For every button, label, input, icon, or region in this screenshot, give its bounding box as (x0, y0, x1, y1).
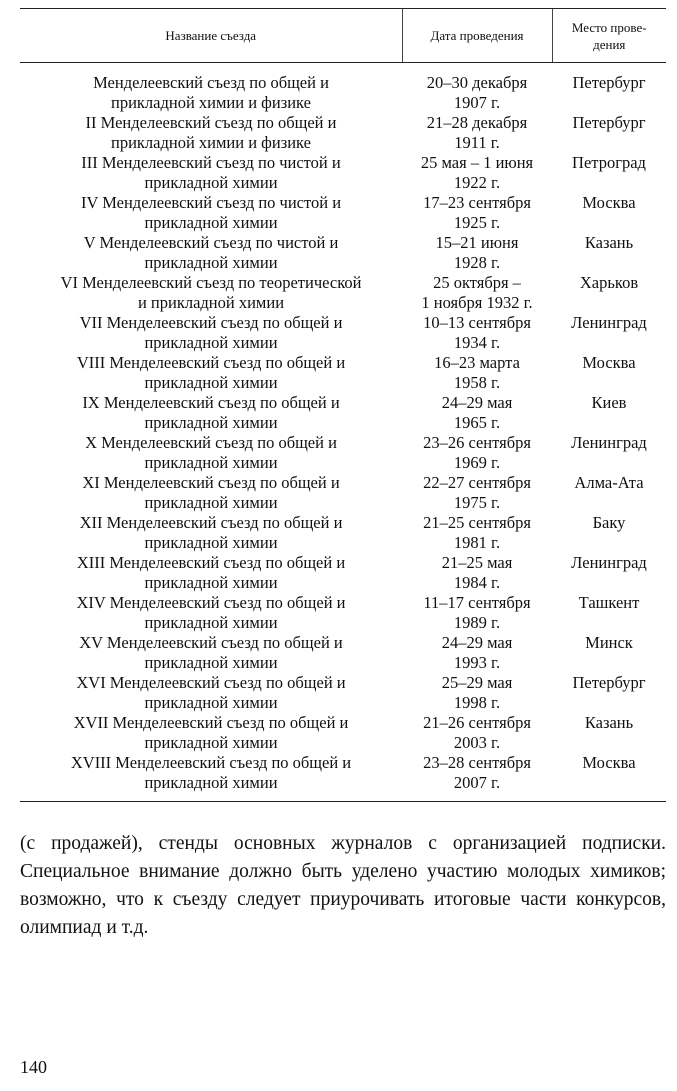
cell-name: XVIII Менделеевский съезд по общей и прикладной химии (20, 753, 402, 802)
cell-place: Москва (582, 193, 636, 212)
cell-name: V Менделеевский съезд по чистой и прикладной химии (83, 233, 339, 272)
cell-place: Петроград (572, 153, 646, 172)
cell-date: 25 октября – 1 ноября 1932 г. (421, 273, 533, 312)
table-row (20, 273, 666, 313)
table-row (20, 353, 666, 393)
cell-date: 23–26 сентября 1969 г. (423, 433, 531, 472)
cell-date: 21–25 сентября 1981 г. (423, 513, 531, 552)
cell-place: Ленинград (571, 433, 647, 452)
cell-date: 25 мая – 1 июня 1922 г. (420, 153, 534, 192)
header-place: Место прове- дения (552, 9, 666, 63)
cell-name: IV Менделеевский съезд по чистой и прикладной химии (80, 193, 342, 232)
table-row (20, 673, 666, 713)
cell-name: X Менделеевский съезд по общей и прикладной химии (85, 433, 337, 472)
header-row (20, 9, 666, 63)
cell-place: Киев (591, 393, 627, 412)
cell-place: Москва (582, 353, 636, 372)
cell-name: XVI Менделеевский съезд по общей и прикладной химии (76, 673, 346, 712)
cell-name: XII Менделеевский съезд по общей и прикладной химии (79, 513, 343, 552)
cell-name: XVII Менделеевский съезд по общей и прикладной химии (73, 713, 349, 752)
header-date: Дата проведения (402, 9, 552, 63)
cell-date: 16–23 марта 1958 г. (434, 353, 520, 392)
cell-name: III Менделеевский съезд по чистой и прикладной химии (81, 153, 341, 192)
cell-date: 15–21 июня 1928 г. (435, 233, 519, 272)
table-row (20, 513, 666, 553)
cell-name: XIII Менделеевский съезд по общей и прикладной химии (76, 553, 346, 592)
cell-place: Ленинград (571, 553, 647, 572)
table-row (20, 633, 666, 673)
congress-table (20, 8, 666, 802)
cell-date: 23–28 сентября 2007 г. (402, 753, 552, 802)
table-row (20, 473, 666, 513)
table-row (20, 233, 666, 273)
cell-place: Петербург (572, 673, 646, 692)
table-row (20, 553, 666, 593)
header-name: Название съезда (20, 9, 402, 63)
cell-name: XI Менделеевский съезд по общей и прикладной химии (82, 473, 340, 512)
cell-name: XIV Менделеевский съезд по общей и прикладной химии (76, 593, 346, 632)
cell-name: IX Менделеевский съезд по общей и прикладной химии (82, 393, 340, 432)
cell-date: 20–30 декабря 1907 г. (426, 73, 528, 112)
cell-place: Харьков (579, 273, 639, 292)
cell-date: 10–13 сентября 1934 г. (423, 313, 531, 352)
cell-place: Минск (585, 633, 633, 652)
cell-name: II Менделеевский съезд по общей и прикладной химии и физике (85, 113, 337, 152)
cell-name: VI Менделеевский съезд по теоретической и прикладной химии (60, 273, 362, 312)
cell-place: Алма-Ата (574, 473, 644, 492)
cell-place: Петербург (572, 113, 646, 132)
table-row (20, 393, 666, 433)
table-row (20, 153, 666, 193)
cell-place: Ташкент (578, 593, 640, 612)
cell-date: 17–23 сентября 1925 г. (423, 193, 531, 232)
cell-place: Баку (592, 513, 626, 532)
cell-place: Петербург (572, 73, 646, 92)
congress-table-container (20, 8, 666, 802)
table-row (20, 63, 666, 114)
table-row (20, 593, 666, 633)
cell-name: VII Менделеевский съезд по общей и прикладной химии (79, 313, 343, 352)
cell-date: 25–29 мая 1998 г. (441, 673, 513, 712)
cell-name: XV Менделеевский съезд по общей и прикладной химии (79, 633, 343, 672)
cell-place: Москва (552, 753, 666, 802)
cell-place: Казань (584, 713, 634, 732)
cell-name: VIII Менделеевский съезд по общей и прикладной химии (76, 353, 346, 392)
table-row (20, 193, 666, 233)
body-paragraph: (с продажей), стенды основных журналов с организацией подписки. Специальное внимание должно быть уделено участию молодых химиков; возможно, что к съезду следует приурочивать итоговые части конкурсов, олимпиад и т.д. (20, 833, 666, 938)
cell-date: 21–25 мая 1984 г. (441, 553, 513, 592)
table-header (20, 9, 666, 63)
cell-date: 21–26 сентября 2003 г. (423, 713, 531, 752)
table-row (20, 433, 666, 473)
cell-date: 24–29 мая 1993 г. (441, 633, 513, 672)
cell-date: 11–17 сентября 1989 г. (423, 593, 531, 632)
table-row (20, 313, 666, 353)
table-row (20, 753, 666, 802)
table-row (20, 113, 666, 153)
cell-place: Ленинград (571, 313, 647, 332)
page-number: 140 (20, 1057, 47, 1077)
cell-place: Казань (584, 233, 634, 252)
cell-date: 21–28 декабря 1911 г. (426, 113, 528, 152)
table-row (20, 713, 666, 753)
table-body (20, 63, 666, 802)
cell-date: 22–27 сентября 1975 г. (423, 473, 531, 512)
cell-date: 24–29 мая 1965 г. (441, 393, 513, 432)
cell-name: Менделеевский съезд по общей и прикладной химии и физике (93, 73, 329, 112)
